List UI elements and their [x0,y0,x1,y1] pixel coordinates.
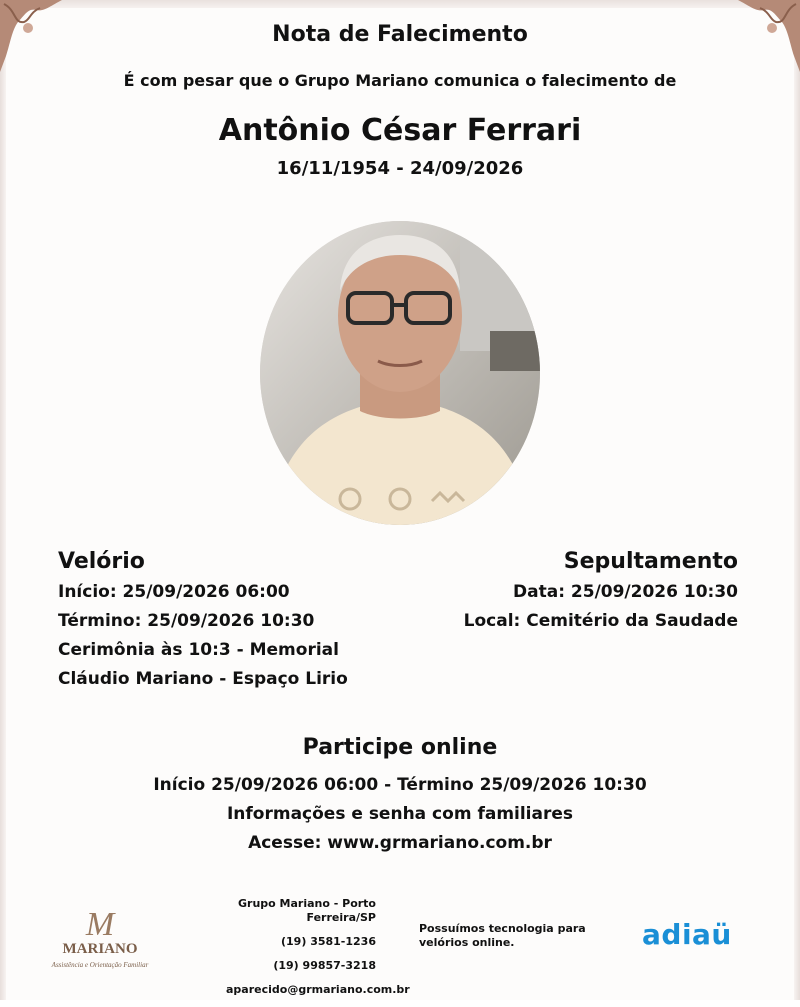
logo-monogram: M [85,906,115,943]
velorio-end: Término: 25/09/2026 10:30 [58,611,315,631]
life-dates: 16/11/1954 - 24/09/2026 [276,158,524,179]
online-heading: Participe online [302,735,498,760]
sepultamento-location: Local: Cemitério da Saudade [463,611,738,631]
contact-info [226,897,410,1007]
contact-phone-1[interactable]: (19) 3581-1236 [281,935,376,948]
contact-phone-2[interactable]: (19) 99857-3218 [273,959,376,972]
sepultamento-date: Data: 25/09/2026 10:30 [513,582,738,602]
logo-tagline: Assistência e Orientação Familiar [51,961,149,969]
contact-email[interactable]: aparecido@grmariano.com.br [226,983,410,996]
tech-notice: Possuímos tecnologia para velórios online. [419,922,586,949]
mariano-logo [44,905,156,971]
online-schedule: Início 25/09/2026 06:00 - Término 25/09/2026 10:30 [153,775,647,795]
sepultamento-section [464,548,738,636]
notice-intro: É com pesar que o Grupo Mariano comunica o falecimento de [123,71,677,90]
velorio-heading: Velório [58,549,145,574]
velorio-section [58,548,348,694]
deceased-name: Antônio César Ferrari [218,113,582,148]
online-info: Informações e senha com familiares [226,804,574,824]
velorio-location: Cláudio Mariano - Espaço Lirio [58,669,348,689]
sepultamento-heading: Sepultamento [563,549,738,574]
online-access-link[interactable]: Acesse: www.grmariano.com.br [248,833,552,853]
portrait-photo [260,221,540,525]
velorio-ceremony: Cerimônia às 10:3 - Memorial [58,640,339,660]
contact-address: Grupo Mariano - Porto Ferreira/SP [237,897,376,924]
logo-brand: MARIANO [62,941,138,957]
notice-title: Nota de Falecimento [272,22,528,47]
adiau-logo: adiaü [642,918,732,951]
velorio-start: Início: 25/09/2026 06:00 [58,582,290,602]
frame-top-border [0,0,800,8]
